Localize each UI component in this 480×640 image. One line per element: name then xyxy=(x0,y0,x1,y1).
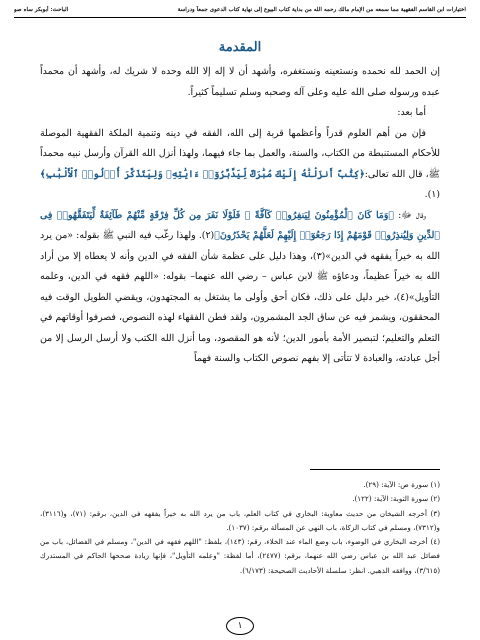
body-paragraph xyxy=(40,206,440,370)
body-paragraph xyxy=(40,62,440,103)
footnote: (٣) أخرجه الشيخان من حديث معاوية: البخاري في كتاب العلم، باب من يرد الله به خيراً يفقهه في الدين، برقم: (٧١)، و(٣١١٦)، و(٧٣١٢)، ومسلم في كتاب الزكاة، باب النهي عن المسألة برقم: (١٠٣٧). xyxy=(40,508,441,532)
body-text-run: فإن من أهم العلوم قدراً وأعظمها قربة إلى الله، الفقه في دينه وتنمية الملكة الفقهية الموصلة للأحكام المستنبطة من الكتاب، والسنة، والعمل بما جاء فيهما، ولهذا أنزل الله القرآن وأرسل نبيه محمداً ﷺ، قال الله تعالى: xyxy=(40,127,440,180)
header-author: الباحث: أبوبكر ساه صو xyxy=(14,7,69,13)
footnotes xyxy=(40,478,440,578)
running-header xyxy=(14,6,466,14)
footnote-rule xyxy=(310,469,440,470)
quran-quote: ﴿كِتَٰبٌ أَنزَلْنَٰهُ إِلَيْكَ مُبَٰرَكٌ لِّيَدَّبَّرُوٓا۟ ءَايَٰتِهِۦ وَلِيَتَذَكَّرَ أُو۟لُوا۟ ٱلْأَلْبَٰبِ﴾ xyxy=(40,168,365,180)
page-number: ١ xyxy=(226,617,254,635)
footnote: (٤) أخرجه البخاري في الوضوء، باب وضع الماء عند الخلاء، رقم: (١٤٣)، بلفظ: "اللهم فقهه في الدين"، ومسلم في الفضائل، باب من فضائل عبد الله بن عباس رضي الله عنهما، برقم: (٢٤٧٧)، أما لفظة: "وعلمه التأويل"، فإنها زيادة صححها الحاكم في المستدرك (٣/٦١٥)، ووافقه الذهبي. انظر: سلسلة الأحاديث الصحيحة: (٦/١٧٣). xyxy=(40,537,440,575)
body-text xyxy=(40,62,440,370)
page-title: المقدمة xyxy=(218,40,262,55)
header-title: اختيارات ابن القاسم الفقهية مما سمعه من الإمام مالك رحمه الله من بداية كتاب البيوع إلى نهاية كتاب الدعوى جمعاً ودراسة xyxy=(177,7,466,13)
header-rule xyxy=(14,17,466,18)
body-text-run: (٢). ولهذا رغّب فيه النبي ﷺ بقوله: «من يرد الله به خيراً يفقهه في الدين»(٣)، وهذا دليل على عظمة شأن الفقه في الدين وأنه لا يعطاه إلا من أراد الله به خيراً عظيماً، ودعاؤه ﷺ لابن عباس – رضي الله عنهما– بقوله: «اللهم فقهه في الدين، وعلمه التأويل»(٤)، خير دليل على ذلك، فكان أحق وأولى ما يشتغل به المجتهدون، ويقضي الطويل الوقت فيه المحققون، ويشمر فيه عن ساق الجد المشمرون، ولقد فطن الفقهاء لهذه النصوص، فصرفوا أوقاتهم في التعلم والتعليم؛ لتبصير الأمة بأمور الدين؛ لأنه هو المقصود، وما أنزل الله الكتب ولا أرسل الرسل إلا من أجل عبادته، والعبادة لا تتأتى إلا بفهم نصوص الكتاب والسنة فهماً xyxy=(40,230,440,364)
body-text-run: وقال ﷻ: xyxy=(393,209,426,221)
body-text-run: (١). xyxy=(424,189,440,200)
quran-quote: ﴿وَمَا كَانَ ٱلْمُؤْمِنُونَ لِيَنفِرُوا۟ كَآفَّةً ۚ فَلَوْلَا نَفَرَ مِن كُلِّ فِرْقَةٍ مِّنْهُمْ طَآئِفَةٌ لِّيَتَفَقَّهُوا۟ فِى ٱلدِّينِ وَلِيُنذِرُوا۟ قَوْمَهُمْ إِذَا رَجَعُوٓا۟ إِلَيْهِمْ لَعَلَّهُمْ يَحْذَرُونَ﴾ xyxy=(40,209,440,241)
body-text-run: إن الحمد لله نحمده ونستعينه ونستغفره، وأشهد أن لا إله إلا الله وحده لا شريك له، وأشهد أن محمداً عبده ورسوله صلى الله عليه وعلى آله وصحبه وسلم تسليماً كثيراً. xyxy=(40,66,440,98)
footnote: (١) سورة ص: الآية: (٢٩). xyxy=(363,480,440,489)
body-paragraph xyxy=(40,103,440,124)
body-text-run: أما بعد: xyxy=(397,107,426,118)
body-paragraph xyxy=(40,124,440,206)
footnote: (٢) سورة التوبة: الآية: (١٢٢). xyxy=(352,494,440,504)
